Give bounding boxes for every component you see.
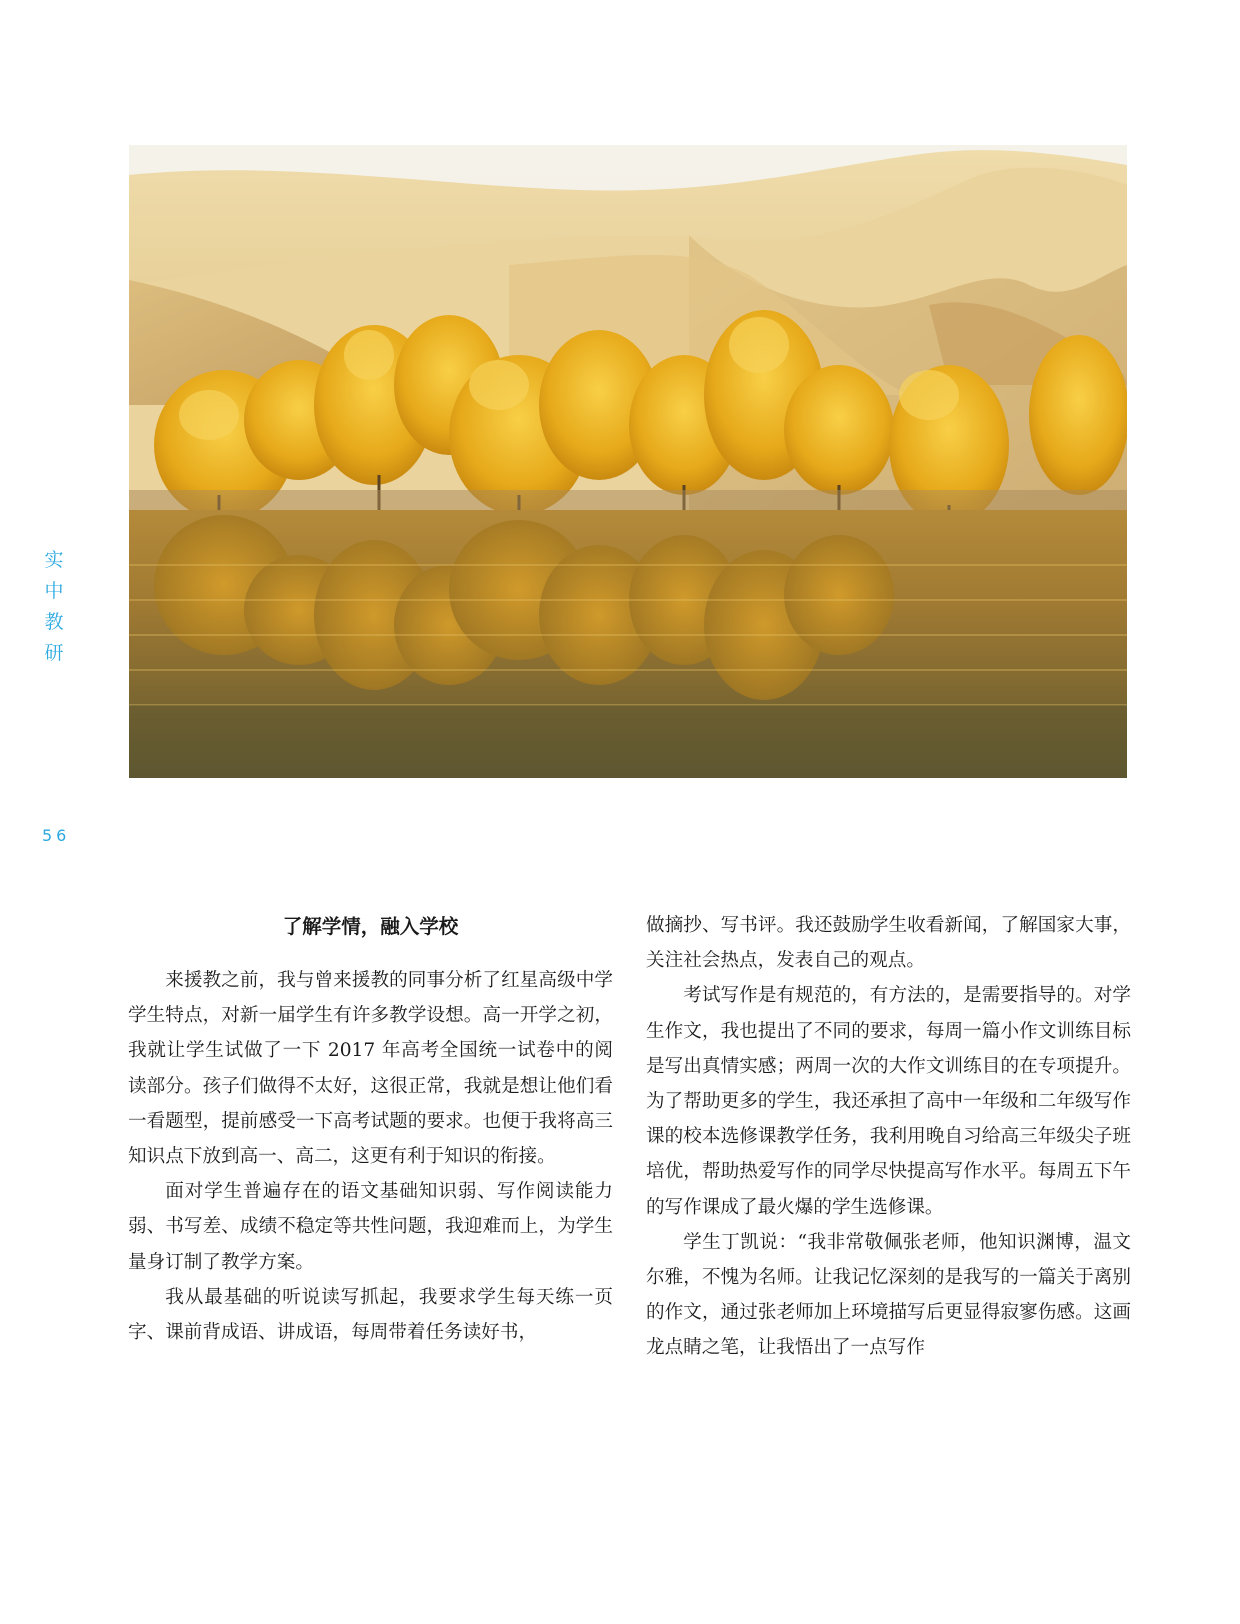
desert-oasis-photo — [129, 145, 1127, 778]
side-label-char: 教 — [44, 611, 64, 633]
section-heading: 了解学情，融入学校 — [282, 915, 459, 938]
left-text-column — [128, 908, 613, 1350]
right-text-column — [646, 908, 1131, 1366]
photo-illustration — [129, 145, 1127, 778]
body-paragraph: 考试写作是有规范的，有方法的，是需要指导的。对学生作文，我也提出了不同的要求，每周一篇小作文训练目标是写出真情实感；两周一次的大作文训练目的在专项提升。为了帮助更多的学生，我还承担了高中一年级和二年级写作课的校本选修课教学任务，我利用晚自习给高三年级尖子班培优，帮助热爱写作的同学尽快提高写作水平。每周五下午的写作课成了最火爆的学生选修课。 — [646, 985, 1131, 1218]
side-label-char: 研 — [44, 642, 64, 664]
continued-paragraph: 做摘抄、写书评。我还鼓励学生收看新闻，了解国家大事，关注社会热点，发表自己的观点。 — [646, 915, 1131, 972]
body-paragraph: 学生丁凯说：“我非常敬佩张老师，他知识渊博，温文尔雅，不愧为名师。让我记忆深刻的是我写的一篇关于离别的作文，通过张老师加上环境描写后更显得寂寥伤感。这画龙点睛之笔，让我悟出了一点写作 — [646, 1231, 1131, 1359]
side-label-char: 中 — [44, 580, 64, 602]
body-paragraph: 来援教之前，我与曾来援教的同事分析了红星高级中学学生特点，对新一届学生有许多教学设想。高一开学之初，我就让学生试做了一下 2017 年高考全国统一试卷中的阅读部分。孩子们做得不太好，这很正常，我就是想让他们看一看题型，提前感受一下高考试题的要求。也便于我将高三知识点下放到高一、高二，这更有利于知识的衔接。 — [128, 970, 613, 1168]
side-label-char: 实 — [44, 549, 64, 571]
section-side-label — [42, 545, 66, 669]
page-number: 56 — [42, 826, 71, 845]
body-paragraph: 面对学生普遍存在的语文基础知识弱、写作阅读能力弱、书写差、成绩不稳定等共性问题，我迎难而上，为学生量身订制了教学方案。 — [128, 1181, 613, 1273]
body-paragraph: 我从最基础的听说读写抓起，我要求学生每天练一页字、课前背成语、讲成语，每周带着任务读好书， — [128, 1286, 613, 1344]
